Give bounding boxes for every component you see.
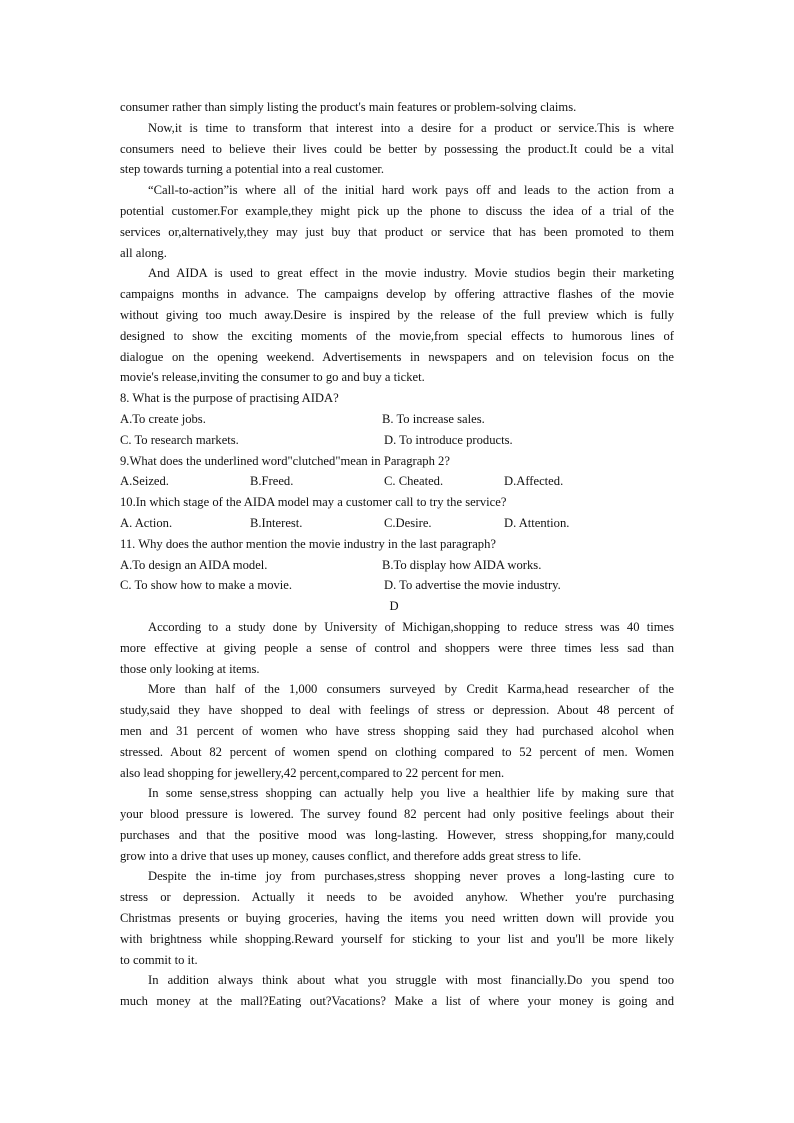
paragraph-line: And AIDA is used to great effect in the movie industry. Movie studios begin their marketing	[148, 266, 674, 281]
answer-options	[120, 555, 674, 576]
paragraph-line: designed to show the exciting moments of the movie,from special effects to humorous lines of	[120, 328, 674, 343]
paragraph-line: Christmas presents or buying groceries, having the items you need written down will provide you	[120, 911, 674, 926]
answer-option: B.Freed.	[250, 474, 294, 489]
answer-option: B.To display how AIDA works.	[382, 557, 542, 572]
paragraph	[120, 866, 674, 970]
answer-option: A.To create jobs.	[120, 411, 206, 426]
paragraph-line: “Call-to-action”is where all of the initial hard work pays off and leads to the action from a	[148, 183, 674, 198]
paragraph-line: consumers need to believe their lives could be better by possessing the product.It could be a vital	[120, 141, 674, 156]
paragraph-line: step towards turning a potential into a real customer.	[120, 162, 385, 177]
paragraph-line: much money at the mall?Eating out?Vacations? Make a list of where your money is going and	[120, 994, 674, 1009]
answer-option: A.To design an AIDA model.	[120, 557, 268, 572]
paragraph-line: more effective at giving people a sense of control and shoppers were three times less sad than	[120, 640, 674, 655]
paragraph-line: In addition always think about what you struggle with most financially.Do you spend too	[148, 973, 674, 988]
paragraph-line: also lead shopping for jewellery,42 percent,compared to 22 percent for men.	[120, 765, 505, 780]
answer-option: B.Interest.	[250, 515, 303, 530]
paragraph-line: purchases and that the positive mood was long-lasting. However, stress shopping,for many,could	[120, 827, 674, 842]
paragraph-line: without giving too much away.Desire is inspired by the release of the full preview which is fully	[120, 307, 674, 322]
paragraph-line: stress or depression. Actually it needs to be avoided anyhow. Whether you're purchasing	[120, 890, 674, 905]
paragraph-line: your blood pressure is lowered. The survey found 82 percent had only positive feelings about their	[120, 807, 674, 822]
paragraph-line: those only looking at items.	[120, 661, 260, 676]
paragraph-line: Despite the in-time joy from purchases,stress shopping never proves a long-lasting cure to	[148, 869, 674, 884]
answer-option: D. To introduce products.	[384, 432, 513, 447]
paragraph-line: services or,alternatively,they may just buy that product or service that has been promoted to them	[120, 224, 674, 239]
answer-option: D. Attention.	[504, 515, 570, 530]
paragraph	[120, 783, 674, 866]
paragraph-line: men and 31 percent of women who have stress shopping said they had purchased alcohol when	[120, 723, 674, 738]
paragraph	[120, 617, 674, 679]
paragraph-line: In some sense,stress shopping can actually help you live a healthier life by making sure that	[148, 786, 674, 801]
paragraph	[120, 97, 674, 118]
paragraph	[120, 970, 674, 1012]
paragraph-line: According to a study done by University of Michigan,shopping to reduce stress was 40 times	[148, 619, 674, 634]
question-text: 9.What does the underlined word"clutched"mean in Paragraph 2?	[120, 453, 450, 468]
answer-option: D. To advertise the movie industry.	[384, 578, 561, 593]
paragraph-line: grow into a drive that uses up money, causes conflict, and therefore adds great stress to life.	[120, 848, 582, 863]
answer-option: C.Desire.	[384, 515, 432, 530]
paragraph	[120, 118, 674, 180]
answer-option: A. Action.	[120, 515, 173, 530]
paragraph-line: study,said they have shopped to deal with feelings of stress or depression. About 48 percent of	[120, 703, 674, 718]
answer-option: C. Cheated.	[384, 474, 444, 489]
paragraph-line: to commit to it.	[120, 952, 198, 967]
paragraph-line: potential customer.For example,they might pick up the phone to discuss the idea of a trial of the	[120, 203, 674, 218]
question-text: 10.In which stage of the AIDA model may a customer call to try the service?	[120, 495, 507, 510]
document-page	[120, 97, 674, 1012]
answer-options	[120, 409, 674, 430]
answer-option: A.Seized.	[120, 474, 169, 489]
paragraph-line: dialogue on the opening weekend. Advertisements in newspapers and on television focus on the	[120, 349, 674, 364]
paragraph	[120, 263, 674, 388]
answer-option: B. To increase sales.	[382, 411, 485, 426]
paragraph-line: consumer rather than simply listing the product's main features or problem-solving claims.	[120, 100, 577, 114]
paragraph-line: More than half of the 1,000 consumers surveyed by Credit Karma,head researcher of the	[148, 682, 674, 697]
question-text: 11. Why does the author mention the movie industry in the last paragraph?	[120, 536, 496, 551]
paragraph-line: with brightness while shopping.Reward yourself for sticking to your list and you'll be more likely	[120, 931, 674, 946]
question-text: 8. What is the purpose of practising AIDA?	[120, 391, 339, 406]
answer-options	[120, 513, 674, 534]
answer-option: C. To research markets.	[120, 432, 239, 447]
paragraph-line: movie's release,inviting the consumer to go and buy a ticket.	[120, 370, 425, 385]
paragraph-line: Now,it is time to transform that interest into a desire for a product or service.This is where	[148, 120, 674, 135]
answer-options	[120, 471, 674, 492]
answer-options	[120, 575, 674, 596]
section-heading: D	[389, 599, 399, 614]
paragraph	[120, 679, 674, 783]
answer-options	[120, 430, 674, 451]
paragraph-line: all along.	[120, 245, 167, 260]
answer-option: C. To show how to make a movie.	[120, 578, 293, 593]
paragraph-line: campaigns months in advance. The campaigns develop by offering attractive flashes of the movie	[120, 287, 674, 302]
paragraph	[120, 180, 674, 263]
answer-option: D.Affected.	[504, 474, 564, 489]
paragraph-line: stressed. About 82 percent of women spend on clothing compared to 52 percent of men. Women	[120, 744, 674, 759]
